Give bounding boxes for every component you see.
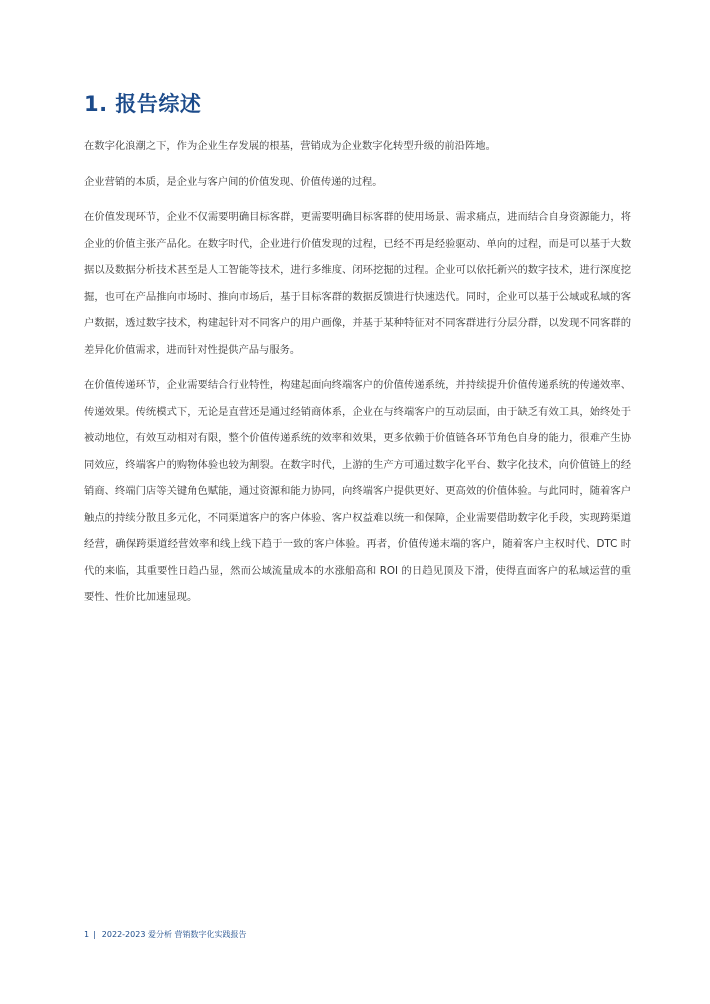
- body-text: [84, 133, 631, 620]
- paragraph: 在数字化浪潮之下，作为企业生存发展的根基，营销成为企业数字化转型升级的前沿阵地。: [84, 140, 496, 152]
- footer-report-name: 2022-2023 爱分析 营销数字化实践报告: [101, 930, 247, 939]
- paragraph: 在价值发现环节，企业不仅需要明确目标客群，更需要明确目标客群的使用场景、需求痛点，进而结合自身资源能力，将企业的价值主张产品化。在数字时代，企业进行价值发现的过程，已经不再是经验驱动、单向的过程，而是可以基于大数据以及数据分析技术甚至是人工智能等技术，进行多维度、闭环挖掘的过程。企业可以依托新兴的数字技术，进行深度挖掘，也可在产品推向市场时、推向市场后，基于目标客群的数据反馈进行快速迭代。同时，企业可以基于公域或私域的客户数据，透过数字技术，构建起针对不同客户的用户画像，并基于某种特征对不同客群进行分层分群，以发现不同客群的差异化价值需求，进而针对性提供产品与服务。: [84, 211, 631, 356]
- section-title: 1. 报告综述: [84, 92, 202, 116]
- paragraph: 企业营销的本质，是企业与客户间的价值发现、价值传递的过程。: [84, 175, 383, 188]
- page-number: 1: [84, 930, 90, 939]
- footer-separator: |: [93, 930, 96, 939]
- page-footer: [84, 929, 247, 940]
- paragraph: 在价值传递环节，企业需要结合行业特性，构建起面向终端客户的价值传递系统，并持续提升价值传递系统的传递效率、传递效果。传统模式下，无论是直营还是通过经销商体系，企业在与终端客户的互动层面，由于缺乏有效工具，始终处于被动地位，有效互动相对有限，整个价值传递系统的效率和效果，更多依赖于价值链各环节角色自身的能力，很难产生协同效应，终端客户的购物体验也较为割裂。在数字时代，上游的生产方可通过数字化平台、数字化技术，向价值链上的经销商、终端门店等关键角色赋能，通过资源和能力协同，向终端客户提供更好、更高效的价值体验。与此同时，随着客户触点的持续分散且多元化，不同渠道客户的客户体验、客户权益难以统一和保障，企业需要借助数字化手段，实现跨渠道经营，确保跨渠道经营效率和线上线下趋于一致的客户体验。再者，价值传递末端的客户，随着客户主权时代、DTC 时代的来临，其重要性日趋凸显，然而公域流量成本的水涨船高和 ROI 的日趋见顶及下滑，使得直面客户的私域运营的重要性、性价比加速显现。: [84, 379, 631, 603]
